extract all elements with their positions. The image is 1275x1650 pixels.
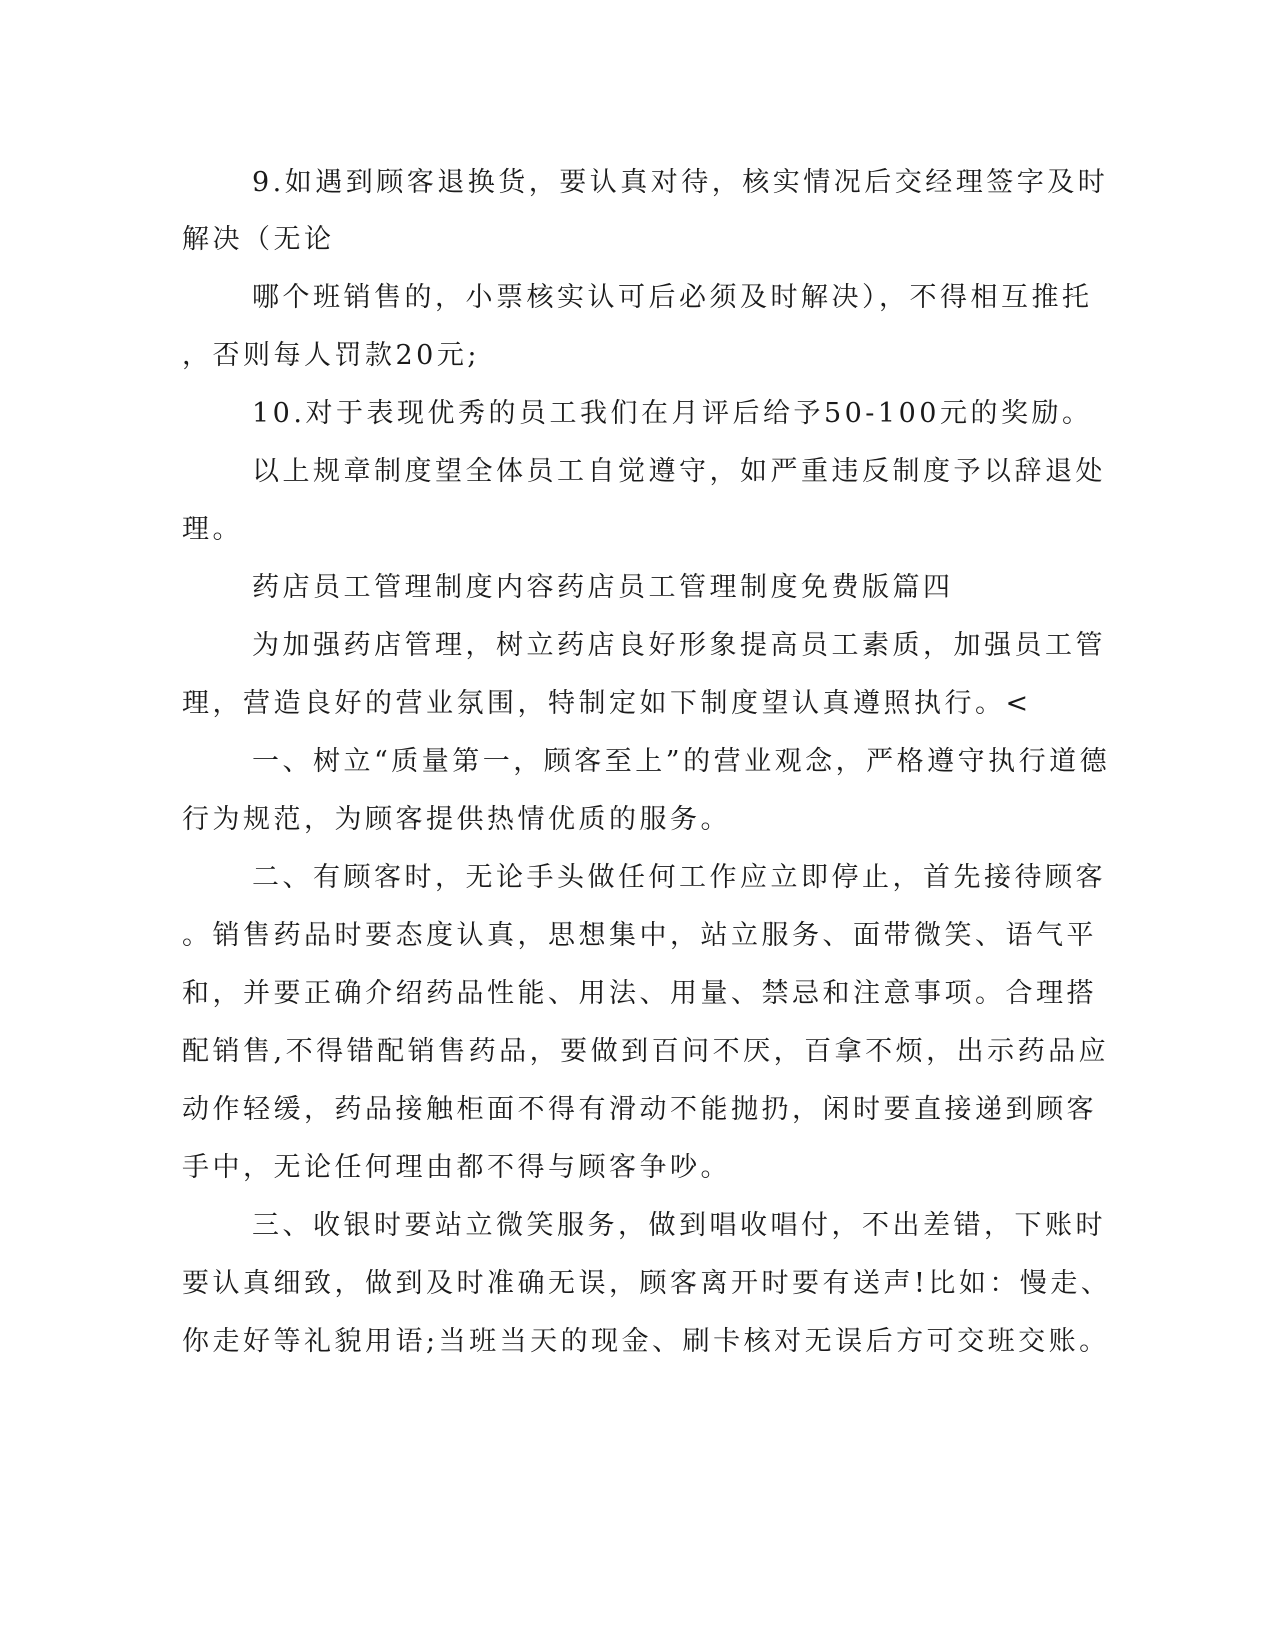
paragraph-line: 手中，无论任何理由都不得与顾客争吵。 (182, 1152, 731, 1183)
paragraph-line: 二、有顾客时，无论手头做任何工作应立即停止，首先接待顾客 (252, 862, 1106, 893)
paragraph-line: 以上规章制度望全体员工自觉遵守，如严重违反制度予以辞退处 (252, 456, 1106, 487)
paragraph-line: 动作轻缓，药品接触柜面不得有滑动不能抛扔，闲时要直接递到顾客 (182, 1094, 1097, 1125)
paragraph-line: 9.如遇到顾客退换货，要认真对待，核实情况后交经理签字及时 (252, 167, 1109, 198)
paragraph-line: 行为规范，为顾客提供热情优质的服务。 (182, 804, 731, 835)
paragraph-line: 理。 (182, 514, 243, 545)
paragraph-line: 一、树立“质量第一，顾客至上”的营业观念，严格遵守执行道德 (252, 746, 1111, 777)
paragraph-line: ，否则每人罚款20元; (182, 340, 480, 371)
paragraph-line: 配销售,不得错配销售药品，要做到百问不厌，百拿不烦，出示药品应 (182, 1036, 1110, 1067)
paragraph-line: 要认真细致，做到及时准确无误，顾客离开时要有送声!比如：慢走、 (182, 1268, 1112, 1299)
paragraph-line: 你走好等礼貌用语;当班当天的现金、刷卡核对无误后方可交班交账。 (182, 1326, 1110, 1357)
paragraph-line: 为加强药店管理，树立药店良好形象提高员工素质，加强员工管 (252, 630, 1106, 661)
section-heading: 药店员工管理制度内容药店员工管理制度免费版篇四 (252, 572, 954, 603)
paragraph-line: 。销售药品时要态度认真，思想集中，站立服务、面带微笑、语气平 (182, 920, 1097, 951)
paragraph-line: 解决（无论 (182, 224, 335, 255)
paragraph-line: 和，并要正确介绍药品性能、用法、用量、禁忌和注意事项。合理搭 (182, 978, 1097, 1009)
paragraph-line: 哪个班销售的，小票核实认可后必须及时解决），不得相互推托 (252, 282, 1093, 313)
paragraph-line: 三、收银时要站立微笑服务，做到唱收唱付，不出差错，下账时 (252, 1210, 1106, 1241)
paragraph-line: 理，营造良好的营业氛围，特制定如下制度望认真遵照执行。< (182, 688, 1032, 719)
paragraph-line: 10.对于表现优秀的员工我们在月评后给予50-100元的奖励。 (252, 398, 1093, 429)
